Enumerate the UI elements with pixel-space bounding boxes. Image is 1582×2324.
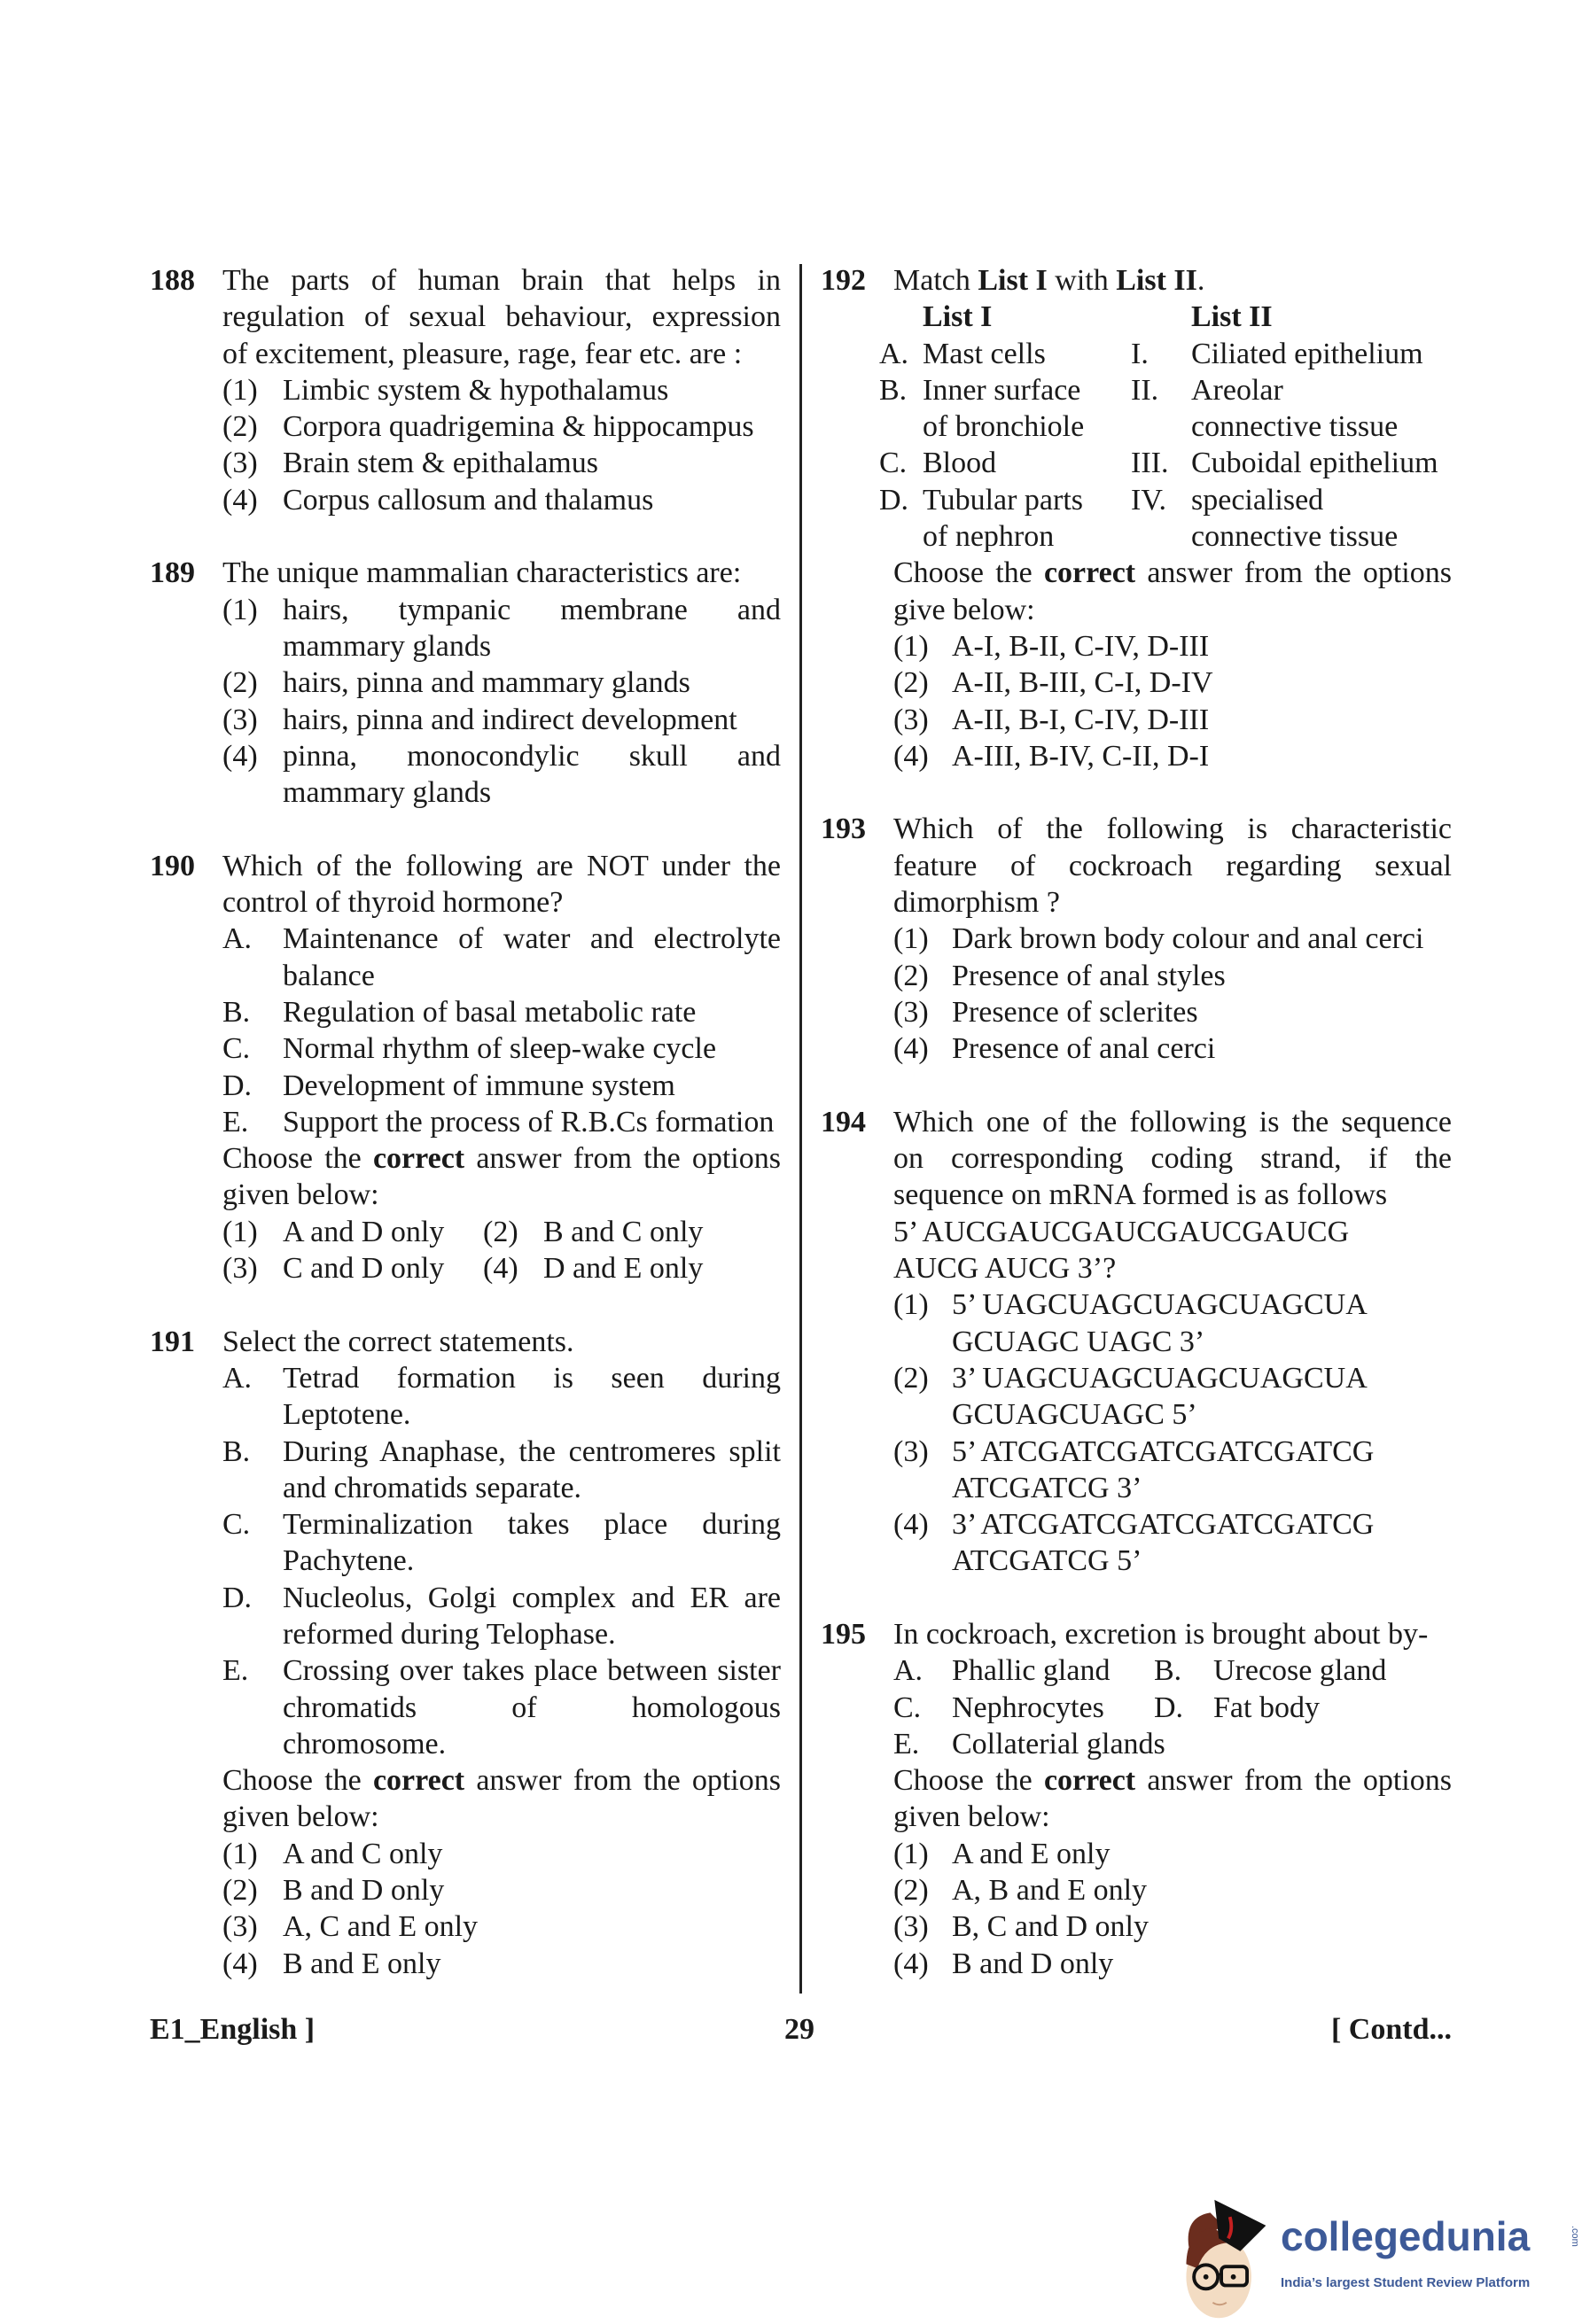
question-number: 188	[150, 264, 195, 297]
instruction-part: Choose the	[222, 1142, 373, 1176]
statement-text: Terminalization takes place during	[283, 1508, 781, 1542]
statement-label: B.	[222, 1434, 251, 1468]
option-label: (1)	[893, 1837, 929, 1870]
instruction	[893, 555, 1452, 591]
option-text: ATCGATCG 5’	[952, 1544, 1142, 1578]
text-line	[150, 1946, 781, 1982]
list-2-item: Areolar	[1191, 373, 1283, 407]
option-label: (2)	[893, 1361, 929, 1395]
option-text: Presence of anal cerci	[952, 1032, 1216, 1066]
text-line	[150, 1177, 781, 1213]
option-label: (2)	[893, 666, 929, 700]
option-label: (4)	[222, 1947, 258, 1980]
question-stem: In cockroach, excretion is brought about by-	[893, 1617, 1429, 1651]
option-label: (1)	[222, 1837, 258, 1870]
question-number: 194	[821, 1105, 866, 1139]
option-label: (3)	[222, 1910, 258, 1944]
footer-paper-code: E1_English ]	[150, 2013, 316, 2046]
text-line	[821, 848, 1452, 884]
statement-label: E.	[222, 1654, 249, 1688]
list-2-header: List II	[1191, 300, 1273, 334]
text-line	[150, 1580, 781, 1616]
statement-label: C.	[222, 1508, 251, 1542]
option-label: (2)	[893, 959, 929, 992]
text-line	[150, 958, 781, 994]
statement-text: balance	[283, 959, 375, 992]
text-line	[150, 408, 781, 445]
text-line	[150, 1250, 781, 1286]
option-text: B and E only	[283, 1947, 441, 1980]
text-line	[821, 702, 1452, 738]
option-text: B and C only	[543, 1215, 704, 1248]
statement-text: chromosome.	[283, 1727, 447, 1760]
list-2-item: connective tissue	[1191, 520, 1399, 554]
column-divider	[799, 264, 802, 1994]
statement-label: E.	[222, 1105, 249, 1139]
text-line	[821, 884, 1452, 921]
option-text: C and D only	[283, 1252, 445, 1286]
list-1-label: A.	[879, 337, 909, 370]
question-number: 189	[150, 556, 195, 590]
instruction: give below:	[893, 593, 1035, 626]
text-line	[150, 299, 781, 335]
option-text: pinna, monocondylic skull and	[283, 739, 781, 773]
statement-text: Pachytene.	[283, 1544, 415, 1578]
statement-text: Tetrad formation is seen during	[283, 1361, 781, 1395]
text-line	[821, 336, 1452, 372]
text-line	[821, 1506, 1452, 1543]
text-line	[821, 1543, 1452, 1579]
list-1-label: C.	[879, 447, 908, 480]
text-line	[821, 994, 1452, 1030]
text-line	[821, 1434, 1452, 1470]
instruction-part: correct	[1043, 556, 1136, 590]
text-line	[150, 262, 781, 299]
text-line	[150, 1543, 781, 1579]
option-text: Corpora quadrigemina & hippocampus	[283, 410, 754, 444]
text-line	[150, 1616, 781, 1652]
text-line	[821, 665, 1452, 701]
question-stem: 5’ AUCGAUCGAUCGAUCGAUCG	[893, 1215, 1350, 1248]
statement-text: Urecose gland	[1213, 1654, 1387, 1688]
text-line	[150, 1762, 781, 1799]
instruction-part: answer from the options	[1135, 1764, 1452, 1798]
logo-brand: collegedunia	[1281, 2213, 1531, 2259]
text-line	[821, 1396, 1452, 1433]
option-text: Presence of anal styles	[952, 959, 1226, 992]
text-line	[150, 445, 781, 481]
text-line	[821, 1872, 1452, 1908]
statement-text: Regulation of basal metabolic rate	[283, 995, 697, 1029]
option-label: (3)	[222, 703, 258, 736]
option-label: (3)	[893, 1434, 929, 1468]
text-line	[821, 811, 1452, 847]
statement-text: Maintenance of water and electrolyte	[283, 922, 781, 956]
statement-text: Collaterial glands	[952, 1727, 1165, 1760]
option-label: (1)	[893, 629, 929, 663]
option-label: (2)	[483, 1215, 518, 1248]
text-line	[821, 1177, 1452, 1213]
logo-suffix: .com	[1570, 2226, 1580, 2247]
option-label: (2)	[222, 1874, 258, 1908]
list-1-item: Mast cells	[923, 337, 1046, 370]
instruction	[222, 1140, 781, 1177]
option-label: (3)	[222, 1252, 258, 1286]
option-label: (1)	[222, 1215, 258, 1248]
question-stem: feature of cockroach regarding sexual	[893, 849, 1452, 882]
statement-label: A.	[222, 1361, 253, 1395]
question-stem	[893, 262, 1204, 299]
left-column	[150, 262, 781, 1982]
text-line	[821, 1030, 1452, 1067]
statement-text: Development of immune system	[283, 1069, 675, 1102]
question-stem: sequence on mRNA formed is as follows	[893, 1178, 1388, 1212]
option-label: (2)	[222, 666, 258, 700]
option-text: A-III, B-IV, C-II, D-I	[952, 739, 1210, 773]
text-line	[150, 372, 781, 408]
text-line	[821, 445, 1452, 481]
instruction: given below:	[222, 1800, 379, 1834]
text-line	[821, 921, 1452, 957]
option-label: (1)	[893, 1288, 929, 1322]
text-line	[150, 1690, 781, 1726]
text-line	[150, 1799, 781, 1835]
list-2-label: I.	[1131, 337, 1149, 370]
question-stem: AUCG AUCG 3’?	[893, 1252, 1117, 1286]
statement-label: D.	[1154, 1691, 1184, 1724]
text-line	[150, 665, 781, 701]
question-stem: Which one of the following is the sequence	[893, 1105, 1452, 1139]
text-line	[150, 1396, 781, 1433]
text-line	[150, 482, 781, 518]
option-label: (4)	[222, 483, 258, 517]
text-line	[150, 1908, 781, 1945]
text-line	[821, 592, 1452, 628]
text-line	[150, 1470, 781, 1506]
question-stem: Select the correct statements.	[222, 1325, 574, 1358]
question-stem: The parts of human brain that helps in	[222, 264, 781, 297]
option-text: mammary glands	[283, 629, 492, 663]
text-line	[150, 1652, 781, 1689]
option-label: (4)	[893, 1947, 929, 1980]
text-line	[821, 1324, 1452, 1360]
option-text: B and D only	[283, 1874, 445, 1908]
logo-tagline: India’s largest Student Review Platform	[1281, 2275, 1531, 2290]
text-line	[821, 1762, 1452, 1799]
text-line	[150, 994, 781, 1030]
option-label: (3)	[893, 703, 929, 736]
text-line	[150, 518, 781, 555]
option-text: Presence of sclerites	[952, 995, 1198, 1029]
text-line	[150, 1872, 781, 1908]
option-label: (4)	[483, 1252, 518, 1286]
statement-text: Crossing over takes place between sister	[283, 1654, 781, 1688]
text-line	[150, 884, 781, 921]
list-1-item: of nephron	[923, 520, 1055, 554]
option-text: GCUAGC UAGC 3’	[952, 1325, 1205, 1358]
question-stem: The unique mammalian characteristics are:	[222, 556, 742, 590]
option-text: A and E only	[952, 1837, 1111, 1870]
text-line	[821, 628, 1452, 665]
text-line	[821, 1214, 1452, 1250]
text-line	[821, 1946, 1452, 1982]
text-line	[150, 848, 781, 884]
text-line	[150, 811, 781, 847]
statement-text: During Anaphase, the centromeres split	[283, 1434, 781, 1468]
option-text: mammary glands	[283, 776, 492, 810]
text-line	[821, 1360, 1452, 1396]
option-text: A-II, B-I, C-IV, D-III	[952, 703, 1210, 736]
statement-label: A.	[893, 1654, 923, 1688]
page-number: 29	[784, 2013, 814, 2046]
text-line	[821, 774, 1452, 811]
instruction: given below:	[893, 1800, 1050, 1834]
statement-text: and chromatids separate.	[283, 1471, 582, 1504]
option-text: hairs, tympanic membrane and	[283, 593, 781, 626]
text-line	[821, 1104, 1452, 1140]
instruction-part: Choose the	[893, 1764, 1044, 1798]
option-label: (3)	[893, 995, 929, 1029]
text-line	[150, 1286, 781, 1323]
list-1-item: Blood	[923, 447, 997, 480]
statement-label: D.	[222, 1069, 253, 1102]
text-line	[150, 592, 781, 628]
text-line	[150, 921, 781, 957]
question-stem: on corresponding coding strand, if the	[893, 1142, 1452, 1176]
option-text: hairs, pinna and indirect development	[283, 703, 737, 736]
text-line	[821, 299, 1452, 335]
option-label: (2)	[222, 410, 258, 444]
statement-label: C.	[222, 1032, 251, 1066]
text-line	[821, 1908, 1452, 1945]
option-text: ATCGATCG 3’	[952, 1471, 1142, 1504]
instruction-part: answer from the options	[464, 1142, 781, 1176]
option-text: A, B and E only	[952, 1874, 1148, 1908]
statement-label: D.	[222, 1581, 253, 1614]
question-number: 190	[150, 849, 195, 882]
text-line	[821, 1250, 1452, 1286]
list-1-label: B.	[879, 373, 908, 407]
instruction: given below:	[222, 1178, 379, 1212]
text-line	[821, 1799, 1452, 1835]
right-column	[821, 262, 1452, 1982]
option-label: (1)	[222, 373, 258, 407]
option-text: Dark brown body colour and anal cerci	[952, 922, 1424, 956]
text-line	[821, 518, 1452, 555]
option-text: hairs, pinna and mammary glands	[283, 666, 690, 700]
text-line	[150, 1214, 781, 1250]
text-line	[821, 1286, 1452, 1323]
question-stem-part: with	[1047, 264, 1117, 297]
option-text: D and E only	[543, 1252, 704, 1286]
text-line	[150, 336, 781, 372]
option-label: (3)	[222, 447, 258, 480]
question-number: 195	[821, 1617, 866, 1651]
list-2-item: Cuboidal epithelium	[1191, 447, 1438, 480]
question-stem: dimorphism ?	[893, 886, 1060, 920]
question-stem-part: Match	[893, 264, 978, 297]
text-line	[821, 1470, 1452, 1506]
text-line	[821, 1580, 1452, 1616]
list-2-label: III.	[1131, 447, 1169, 480]
question-stem-part: .	[1196, 264, 1205, 297]
statement-text: chromatids of homologous	[283, 1691, 781, 1724]
instruction-part: Choose the	[222, 1764, 373, 1798]
statement-label: B.	[222, 995, 251, 1029]
option-label: (3)	[893, 1910, 929, 1944]
option-label: (4)	[222, 739, 258, 773]
option-label: (4)	[893, 1508, 929, 1542]
collegedunia-logo	[1152, 2162, 1582, 2324]
statement-text: Nucleolus, Golgi complex and ER are	[283, 1581, 781, 1614]
list-2-item: specialised	[1191, 483, 1324, 517]
text-line	[821, 1652, 1452, 1689]
mascot-icon	[1170, 2196, 1276, 2324]
option-text: A-II, B-III, C-I, D-IV	[952, 666, 1213, 700]
text-line	[150, 555, 781, 591]
instruction-part: correct	[372, 1764, 465, 1798]
option-text: Corpus callosum and thalamus	[283, 483, 654, 517]
instruction-part: answer from the options	[1135, 556, 1452, 590]
option-text: GCUAGCUAGC 5’	[952, 1398, 1197, 1432]
text-line	[150, 1726, 781, 1762]
question-stem-part: List I	[978, 264, 1048, 297]
statement-label: E.	[893, 1727, 920, 1760]
question-stem: Which of the following are NOT under the	[222, 849, 781, 882]
statement-text: Support the process of R.B.Cs formation	[283, 1105, 775, 1139]
instruction	[222, 1762, 781, 1799]
option-label: (1)	[893, 922, 929, 956]
option-label: (4)	[893, 1032, 929, 1066]
text-line	[150, 1104, 781, 1140]
statement-label: B.	[1154, 1654, 1182, 1688]
statement-label: C.	[893, 1691, 922, 1724]
statement-text: Nephrocytes	[952, 1691, 1104, 1724]
text-line	[150, 702, 781, 738]
option-text: Brain stem & epithalamus	[283, 447, 598, 480]
statement-text: Phallic gland	[952, 1654, 1111, 1688]
statement-text: Leptotene.	[283, 1398, 411, 1432]
question-stem: regulation of sexual behaviour, expression	[222, 300, 781, 334]
text-line	[821, 958, 1452, 994]
text-line	[150, 1836, 781, 1872]
text-line	[821, 482, 1452, 518]
list-1-item: Tubular parts	[923, 483, 1084, 517]
list-1-header: List I	[923, 300, 993, 334]
option-text: A and C only	[283, 1837, 443, 1870]
statement-text: Normal rhythm of sleep-wake cycle	[283, 1032, 717, 1066]
text-line	[821, 408, 1452, 445]
list-1-label: D.	[879, 483, 909, 517]
text-line	[821, 1836, 1452, 1872]
text-line	[150, 1360, 781, 1396]
option-label: (4)	[893, 739, 929, 773]
text-line	[821, 262, 1452, 299]
text-line	[821, 1068, 1452, 1104]
statement-text: Fat body	[1213, 1691, 1320, 1724]
text-line	[150, 1030, 781, 1067]
list-2-label: II.	[1131, 373, 1159, 407]
question-number: 192	[821, 264, 866, 297]
statement-label: A.	[222, 922, 253, 956]
list-1-item: of bronchiole	[923, 410, 1085, 444]
text-line	[821, 1616, 1452, 1652]
option-text: 3’ UAGCUAGCUAGCUAGCUA	[952, 1361, 1368, 1395]
question-stem: control of thyroid hormone?	[222, 886, 564, 920]
option-text: 5’ ATCGATCGATCGATCGATCG	[952, 1434, 1375, 1468]
text-line	[821, 372, 1452, 408]
instruction	[893, 1762, 1452, 1799]
text-line	[821, 1726, 1452, 1762]
text-line	[150, 1068, 781, 1104]
option-text: A-I, B-II, C-IV, D-III	[952, 629, 1210, 663]
instruction-part: correct	[1043, 1764, 1136, 1798]
text-line	[150, 738, 781, 774]
list-2-label: IV.	[1131, 483, 1166, 517]
text-line	[150, 1324, 781, 1360]
text-line	[821, 1690, 1452, 1726]
footer-continued: [ Contd...	[1330, 2013, 1452, 2046]
option-label: (2)	[893, 1874, 929, 1908]
text-line	[150, 1140, 781, 1177]
instruction-part: answer from the options	[464, 1764, 781, 1798]
text-line	[150, 1506, 781, 1543]
instruction-part: correct	[372, 1142, 465, 1176]
question-stem: of excitement, pleasure, rage, fear etc. are :	[222, 337, 743, 370]
text-line	[821, 738, 1452, 774]
statement-text: reformed during Telophase.	[283, 1617, 616, 1651]
option-text: B and D only	[952, 1947, 1114, 1980]
option-text: 3’ ATCGATCGATCGATCGATCG	[952, 1508, 1375, 1542]
text-line	[821, 555, 1452, 591]
question-stem-part: List II	[1116, 264, 1197, 297]
text-line	[821, 1140, 1452, 1177]
option-text: 5’ UAGCUAGCUAGCUAGCUA	[952, 1288, 1368, 1322]
option-text: Limbic system & hypothalamus	[283, 373, 669, 407]
option-text: B, C and D only	[952, 1910, 1149, 1944]
question-stem: Which of the following is characteristic	[893, 812, 1452, 846]
text-line	[150, 1434, 781, 1470]
question-number: 193	[821, 812, 866, 846]
option-label: (1)	[222, 593, 258, 626]
text-line	[150, 628, 781, 665]
list-1-item: Inner surface	[923, 373, 1081, 407]
option-text: A and D only	[283, 1215, 445, 1248]
list-2-item: connective tissue	[1191, 410, 1399, 444]
list-2-item: Ciliated epithelium	[1191, 337, 1423, 370]
option-text: A, C and E only	[283, 1910, 479, 1944]
instruction-part: Choose the	[893, 556, 1044, 590]
question-number: 191	[150, 1325, 195, 1358]
text-line	[150, 774, 781, 811]
